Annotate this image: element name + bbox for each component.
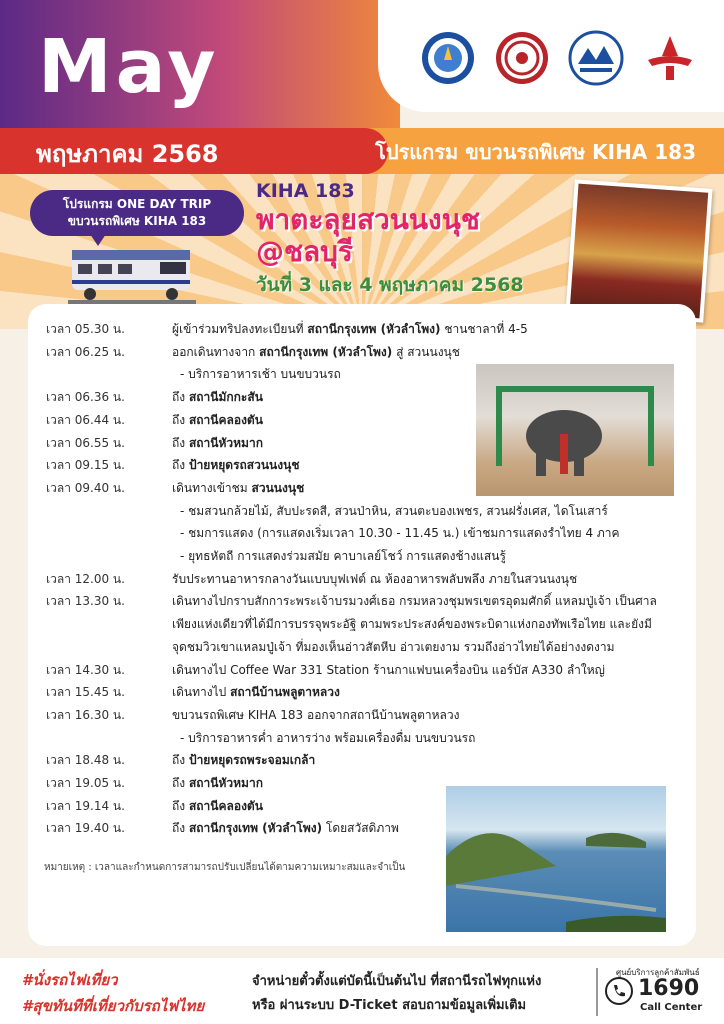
- schedule-row: [46, 636, 686, 659]
- detail-text: ถึง: [172, 798, 189, 813]
- detail-text: จุดชมวิวเขาแหลมปู่เจ้า ที่มองเห็นอ่าวสัตหีบ อ่าวเตยงาม รวมถึงอ่าวไทยได้อย่างงดงาม: [172, 639, 615, 654]
- date-ribbon: [0, 128, 388, 174]
- schedule-detail: [172, 341, 686, 364]
- detail-text: ถึง: [172, 458, 189, 473]
- tat-logo-icon: [568, 30, 624, 86]
- detail-text: ถึง: [172, 390, 189, 405]
- schedule-detail: [172, 409, 686, 432]
- schedule-detail: [172, 363, 686, 386]
- schedule-row: [46, 477, 686, 500]
- schedule-row: [46, 590, 686, 613]
- schedule-time: เวลา 19.05 น.: [46, 776, 125, 791]
- schedule-time: เวลา 06.36 น.: [46, 390, 125, 405]
- schedule-detail: [172, 749, 686, 772]
- schedule-row: [46, 795, 686, 818]
- schedule-row: [46, 454, 686, 477]
- schedule-row: [46, 727, 686, 750]
- trip-bubble: [30, 190, 244, 236]
- detail-station: สถานีหัวหมาก: [188, 776, 263, 791]
- detail-station: สถานีหัวหมาก: [188, 435, 263, 450]
- schedule-detail: [172, 454, 686, 477]
- train-image: [68, 232, 196, 306]
- detail-station: ป้ายหยุดรถสวนนงนุช: [188, 458, 300, 473]
- schedule-time: เวลา 19.40 น.: [46, 821, 125, 836]
- detail-text: เดินทางไปกราบสักการะพระเจ้าบรมวงศ์เธอ กรมหลวงชุมพรเขตรอุดมศักดิ์ แหลมปู่เจ้า เป็นศาล: [172, 594, 657, 609]
- schedule-row: [46, 386, 686, 409]
- program-title: โปรแกรม ขบวนรถพิเศษ KIHA 183: [375, 140, 696, 164]
- detail-text: เพียงแห่งเดียวที่ได้มีการบรรจุพระอัฐิ ตามพระประสงค์ของพระบิดาแห่งกองทัพเรือไทย และยังมี: [172, 617, 652, 632]
- schedule-time: เวลา 09.40 น.: [46, 480, 125, 495]
- schedule-detail: [172, 477, 686, 500]
- schedule-detail: [172, 659, 686, 682]
- detail-suffix: โดยสวัสดิภาพ: [322, 821, 399, 836]
- header-band: [0, 128, 724, 174]
- detail-text: ถึง: [172, 412, 189, 427]
- schedule-row: [46, 681, 686, 704]
- schedule-time: [46, 727, 172, 750]
- month-title: May: [38, 24, 220, 110]
- schedule-row: [46, 568, 686, 591]
- schedule-detail: [172, 772, 686, 795]
- schedule-row: [46, 522, 686, 545]
- note-text: หมายเหตุ : เวลาและกำหนดการสามารถปรับเปลี่ยนได้ตามความเหมาะสมและจำเป็น: [44, 862, 406, 873]
- schedule-time: เวลา 09.15 น.: [46, 458, 125, 473]
- schedule-row: [46, 318, 686, 341]
- schedule-time: [46, 522, 172, 545]
- date-text: พฤษภาคม 2568: [36, 140, 219, 168]
- schedule-row: [46, 545, 686, 568]
- schedule-row: [46, 363, 686, 386]
- schedule-time: เวลา 06.25 น.: [46, 344, 125, 359]
- schedule-time: เวลา 06.55 น.: [46, 435, 125, 450]
- schedule-detail: [172, 704, 686, 727]
- schedule-detail: [172, 500, 686, 523]
- schedule-time: [46, 500, 172, 523]
- detail-text: ถึง: [172, 821, 189, 836]
- call-center-number: 1690: [638, 976, 700, 1001]
- schedule-detail: [172, 727, 686, 750]
- logo-row: [420, 30, 698, 86]
- detail-text: - ชมการแสดง (การแสดงเริ่มเวลา 10.30 - 11.45 น.) เข้าชมการแสดงรำไทย 4 ภาค: [180, 526, 620, 541]
- hero-title-main: [256, 204, 480, 268]
- schedule-detail: [172, 432, 686, 455]
- call-center-label: ศูนย์บริการลูกค้าสัมพันธ์: [616, 968, 700, 977]
- schedule-time: เวลา 14.30 น.: [46, 662, 125, 677]
- detail-suffix: สู่ สวนนงนุช: [392, 344, 460, 359]
- schedule-time: เวลา 12.00 น.: [46, 571, 125, 586]
- schedule-time: เวลา 06.44 น.: [46, 412, 125, 427]
- hero-dates: วันที่ 3 และ 4 พฤษภาคม 2568: [256, 274, 524, 296]
- schedule-detail: [172, 522, 686, 545]
- schedule-row: [46, 341, 686, 364]
- detail-text: ถึง: [172, 776, 189, 791]
- schedule-detail: [172, 613, 686, 636]
- sales-line-2: หรือ ผ่านระบบ D-Ticket สอบถามข้อมูลเพิ่มเติม: [252, 998, 527, 1013]
- schedule-detail: [172, 590, 686, 613]
- schedule-time: เวลา 16.30 น.: [46, 707, 125, 722]
- detail-station: สถานีกรุงเทพ (หัวลำโพง): [307, 322, 441, 336]
- detail-text: รับประทานอาหารกลางวันแบบบุฟเฟต์ ณ ห้องอาหารพลับพลึง ภายในสวนนงนุช: [172, 571, 578, 586]
- schedule-time: เวลา 18.48 น.: [46, 753, 125, 768]
- detail-text: - ยุทธหัตถี การแสดงร่วมสมัย คาบาเลย์โชว์ การแสดงช้างแสนรู้: [180, 549, 506, 564]
- schedule-time: [46, 545, 172, 568]
- detail-text: ผู้เข้าร่วมทริปลงทะเบียนที่: [172, 322, 308, 336]
- schedule-row: [46, 432, 686, 455]
- detail-text: เดินทางไป: [172, 685, 231, 700]
- schedule-time: [46, 636, 172, 659]
- schedule-list: [46, 318, 686, 840]
- sales-line-1: จำหน่ายตั๋วตั้งแต่บัดนี้เป็นต้นไป ที่สถานีรถไฟทุกแห่ง: [252, 974, 542, 989]
- detail-station: สถานีคลองตัน: [188, 412, 263, 427]
- bubble-line1: โปรแกรม ONE DAY TRIP: [62, 197, 212, 211]
- hero-title-kiha: KIHA 183: [256, 180, 355, 202]
- detail-text: เดินทางเข้าชม: [172, 480, 252, 495]
- schedule-row: [46, 409, 686, 432]
- detail-text: - ชมสวนกล้วยไม้, สับปะรดสี, สวนป่าหิน, สวนตะบองเพชร, สวนฝรั่งเศส, ไดโนเสาร์: [180, 503, 608, 518]
- schedule-detail: [172, 681, 686, 704]
- detail-station: สวนนงนุช: [251, 480, 305, 495]
- ministry-logo-icon: [420, 30, 476, 86]
- detail-text: เดินทางไป Coffee War 331 Station ร้านกาแฟบนเครื่องบิน แอร์บัส A330 ลำใหญ่: [172, 662, 605, 677]
- srt-logo-icon: [642, 30, 698, 86]
- detail-station: สถานีคลองตัน: [188, 798, 263, 813]
- shrine-photo: [565, 179, 712, 322]
- hero-title-line2: พาตะลุยสวนนงนุช: [256, 203, 480, 236]
- detail-station: สถานีกรุงเทพ (หัวลำโพง): [259, 344, 393, 359]
- hashtag-2: #สุขทันทีที่เที่ยวกับรถไฟไทย: [22, 997, 205, 1015]
- hero-title-line3: @ชลบุรี: [256, 235, 353, 268]
- schedule-time: เวลา 15.45 น.: [46, 685, 125, 700]
- footer-divider: [596, 968, 598, 1016]
- detail-station: สถานีมักกะสัน: [188, 390, 263, 405]
- schedule-time: เวลา 13.30 น.: [46, 594, 125, 609]
- schedule-detail: [172, 318, 686, 341]
- hashtag-1: #นั่งรถไฟเที่ยว: [22, 971, 118, 989]
- seal-logo-icon: [494, 30, 550, 86]
- detail-text: - บริการอาหารเช้า บนขบวนรถ: [180, 367, 341, 382]
- call-center-subtitle: Call Center: [640, 1002, 703, 1013]
- detail-station: สถานีกรุงเทพ (หัวลำโพง): [188, 821, 323, 836]
- schedule-row: [46, 704, 686, 727]
- schedule-time: เวลา 19.14 น.: [46, 798, 125, 813]
- schedule-row: [46, 817, 686, 840]
- schedule-detail: [172, 817, 686, 840]
- detail-text: ถึง: [172, 435, 189, 450]
- schedule-time: [46, 363, 172, 386]
- schedule-detail: [172, 795, 686, 818]
- schedule-time: เวลา 05.30 น.: [46, 322, 125, 336]
- schedule-row: [46, 659, 686, 682]
- detail-station: สถานีบ้านพลูตาหลวง: [230, 685, 340, 700]
- detail-text: ออกเดินทางจาก: [172, 344, 260, 359]
- schedule-detail: [172, 386, 686, 409]
- schedule-row: [46, 749, 686, 772]
- detail-text: - บริการอาหารค่ำ อาหารว่าง พร้อมเครื่องดื่ม บนขบวนรถ: [180, 730, 476, 745]
- schedule-row: [46, 500, 686, 523]
- bubble-line2: ขบวนรถพิเศษ KIHA 183: [67, 214, 207, 228]
- detail-station: ป้ายหยุดรถพระจอมเกล้า: [188, 753, 316, 768]
- schedule-detail: [172, 545, 686, 568]
- detail-text: ถึง: [172, 753, 189, 768]
- schedule-detail: [172, 568, 686, 591]
- detail-suffix: ชานชาลาที่ 4-5: [440, 322, 528, 336]
- phone-icon: [604, 976, 634, 1006]
- schedule-row: [46, 613, 686, 636]
- detail-text: ขบวนรถพิเศษ KIHA 183 ออกจากสถานีบ้านพลูตาหลวง: [172, 707, 460, 722]
- schedule-detail: [172, 636, 686, 659]
- schedule-time: [46, 613, 172, 636]
- schedule-row: [46, 772, 686, 795]
